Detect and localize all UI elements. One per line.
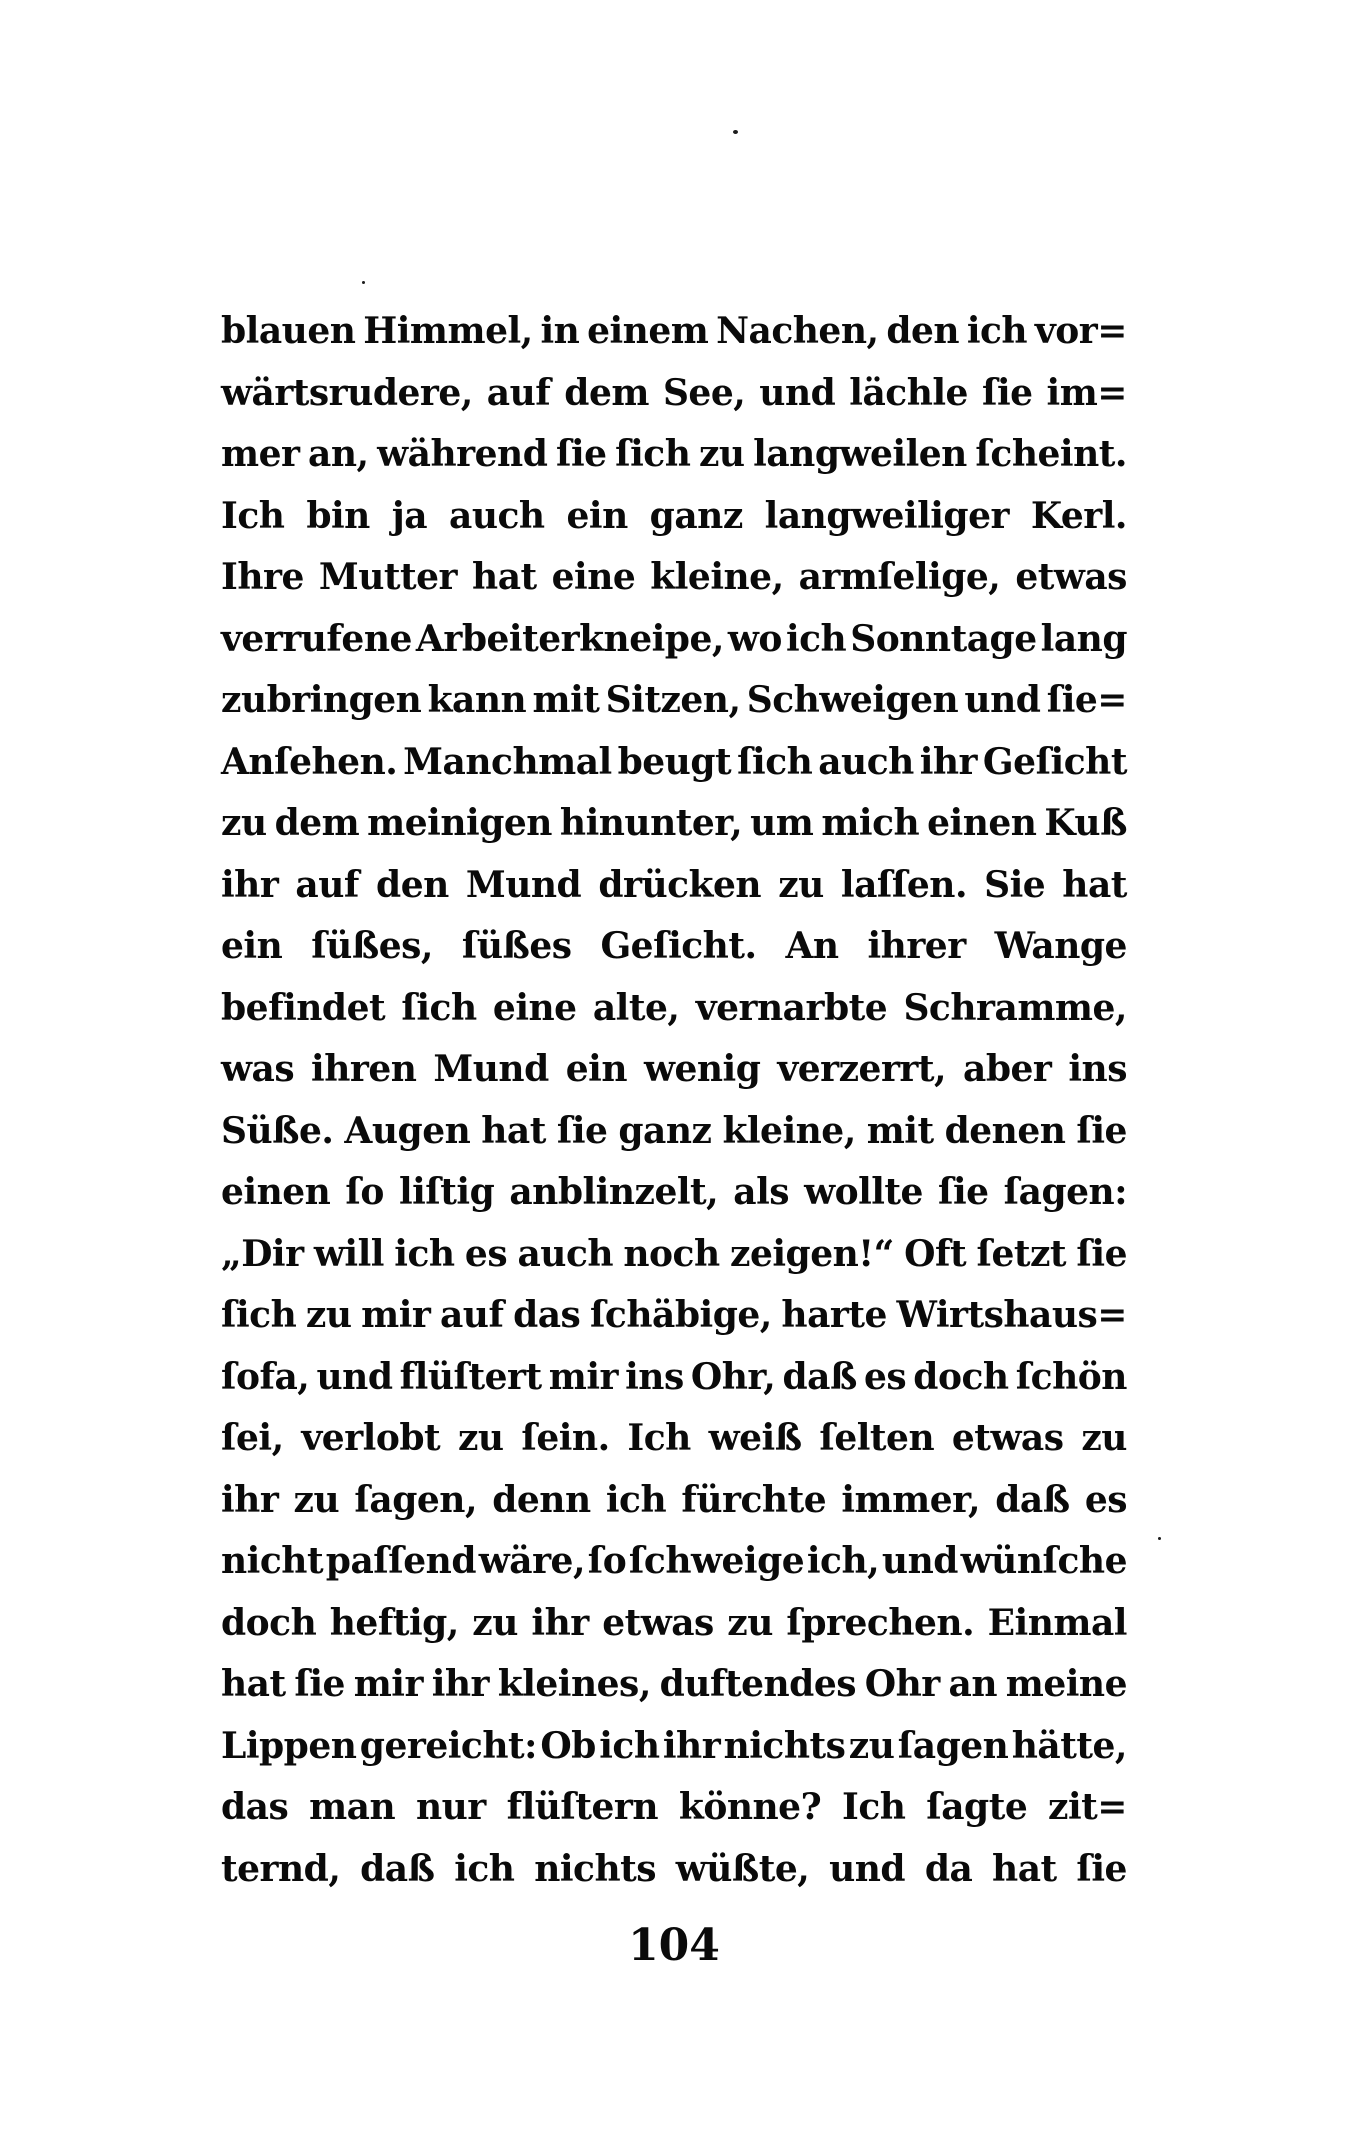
- page-number: 104: [628, 1920, 720, 1971]
- text-line: ein ſüßes, ſüßes Geſicht. An ihrer Wange: [221, 925, 1127, 967]
- text-line: ſei, verlobt zu ſein. Ich weiß ſelten etwas zu: [221, 1417, 1127, 1459]
- text-line: Ihre Mutter hat eine kleine, armſelige, etwas: [221, 556, 1127, 598]
- scan-speck: [1158, 1537, 1161, 1540]
- text-line: ſich zu mir auf das ſchäbige, harte Wirtshaus=: [221, 1294, 1127, 1336]
- text-line: zu dem meinigen hinunter, um mich einen Kuß: [221, 802, 1127, 844]
- body-text: [221, 301, 1127, 1900]
- text-line: Ich bin ja auch ein ganz langweiliger Kerl.: [221, 494, 1127, 537]
- text-line: blauen Himmel, in einem Nachen, den ich vor=: [221, 310, 1127, 352]
- scan-speck: [733, 130, 738, 134]
- scan-speck: [362, 281, 365, 284]
- text-line: befindet ſich eine alte, vernarbte Schramme,: [221, 986, 1127, 1029]
- text-line: Lippen gereicht: Ob ich ihr nichts zu ſagen hätte,: [221, 1724, 1127, 1767]
- text-line: zubringen kann mit Sitzen, Schweigen und ſie=: [221, 679, 1127, 721]
- text-line: hat ſie mir ihr kleines, duftendes Ohr an meine: [221, 1663, 1127, 1705]
- text-line: doch heftig, zu ihr etwas zu ſprechen. Einmal: [221, 1601, 1127, 1644]
- text-line: ihr zu ſagen, denn ich fürchte immer, daß es: [221, 1478, 1127, 1521]
- text-line: was ihren Mund ein wenig verzerrt, aber ins: [221, 1048, 1127, 1090]
- text-line: verrufene Arbeiterkneipe, wo ich Sonntage lang: [221, 617, 1127, 660]
- text-line: ſofa, und flüſtert mir ins Ohr, daß es doch ſchön: [221, 1355, 1127, 1398]
- text-line: mer an, während ſie ſich zu langweilen ſcheint.: [221, 433, 1127, 475]
- text-line: nicht paſſend wäre, ſo ſchweige ich, und wünſche: [221, 1540, 1127, 1582]
- text-line: das man nur flüſtern könne? Ich ſagte zit=: [221, 1786, 1127, 1828]
- text-line: ternd, daß ich nichts wüßte, und da hat ſie: [221, 1847, 1127, 1890]
- text-line: Süße. Augen hat ſie ganz kleine, mit denen ſie: [221, 1109, 1127, 1152]
- text-line: einen ſo liſtig anblinzelt, als wollte ſie ſagen:: [221, 1171, 1127, 1213]
- text-line: Anſehen. Manchmal beugt ſich auch ihr Geſicht: [221, 740, 1127, 783]
- text-line: wärtsrudere, auf dem See, und lächle ſie im=: [221, 371, 1127, 414]
- text-line: ihr auf den Mund drücken zu laſſen. Sie hat: [221, 863, 1127, 906]
- text-line: „Dir will ich es auch noch zeigen!“ Oft ſetzt ſie: [221, 1232, 1127, 1275]
